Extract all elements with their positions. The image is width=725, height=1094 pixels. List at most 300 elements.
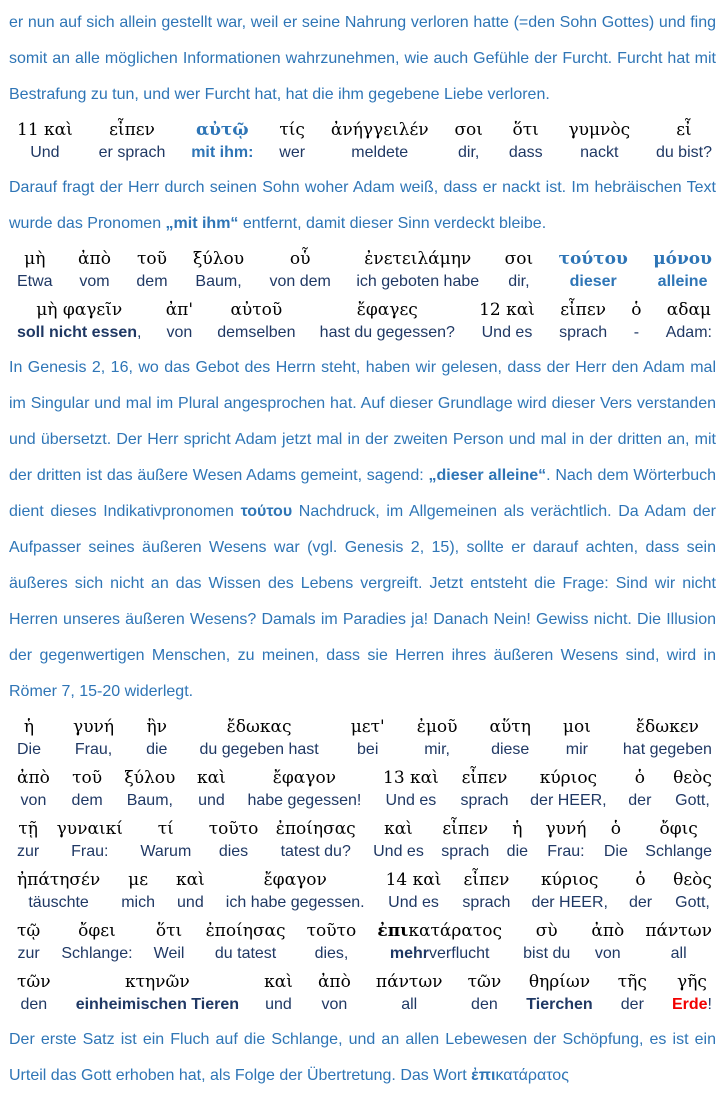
interlinear-cell [645,818,712,862]
gloss-word [356,271,479,292]
interlinear-verses-12b-14-row-1 [9,716,716,760]
gloss-word [124,790,175,811]
greek-word [356,248,479,271]
gloss-text-run: Frau: [547,843,585,860]
interlinear-verses-12b-14-row-5 [9,920,716,964]
gloss-text-run: dies, [314,945,349,962]
gloss-text-run: Etwa [17,273,53,290]
gloss-word [559,322,607,343]
interlinear-cell [140,818,191,862]
greek-text-run: 11 καὶ [17,120,73,140]
interlinear-cell [146,716,167,760]
greek-word [628,767,651,790]
interlinear-cell [509,119,543,163]
gloss-word [509,142,543,163]
interlinear-cell [377,920,502,964]
gloss-text-run: Und es [481,324,533,341]
interlinear-cell [61,920,132,964]
gloss-word [373,841,424,862]
greek-word [99,119,166,142]
interlinear-cell [17,299,142,343]
interlinear-cell [666,299,712,343]
gloss-word [72,790,103,811]
greek-text-run: ἐμοῦ [416,717,458,737]
gloss-text-run: meldete [351,144,409,161]
gloss-text-run: bist du [523,945,571,962]
greek-text-run: ξύλου [124,768,176,788]
gloss-word [531,892,607,913]
gloss-text-run: mir [565,741,588,758]
greek-word [489,716,530,739]
gloss-word [417,739,458,760]
gloss-word [318,994,351,1015]
greek-word [604,818,628,841]
gloss-text-run: alleine [657,273,708,290]
gloss-text-run: Schlange: [61,945,133,962]
gloss-word [523,943,570,964]
gloss-word [628,790,651,811]
greek-text-run: ὄφις [659,819,698,839]
greek-word [591,920,624,943]
gloss-text-run: Frau: [71,843,109,860]
gloss-text-run: du tatest [214,945,277,962]
greek-text-run: τοῦ [136,249,167,269]
greek-text-run: εἶπεν [463,870,510,890]
greek-word [226,869,365,892]
greek-text-run: οὗ [289,249,311,269]
gloss-text-run: bei [357,741,379,758]
interlinear-cell [526,971,592,1015]
greek-word [17,971,51,994]
commentary-paragraph-4 [9,1022,716,1094]
interlinear-cell [154,920,185,964]
gloss-word [247,790,361,811]
interlinear-cell [523,920,570,964]
greek-text-run: πάντων [645,921,712,941]
interlinear-cell [653,248,712,292]
interlinear-cell [17,920,40,964]
commentary-text-run: ἐπι [471,1067,496,1084]
gloss-text-run: von dem [269,273,331,290]
gloss-word [656,142,712,163]
greek-word [78,248,111,271]
gloss-text-run: sprach [460,792,509,809]
gloss-text-run: dieser [569,273,617,290]
greek-word [76,971,239,994]
gloss-word [121,892,155,913]
greek-text-run: αδαμ [666,300,711,320]
greek-word [454,119,483,142]
greek-text-run: με [128,870,149,890]
gloss-word [526,994,592,1015]
greek-text-run: ὅτι [155,921,183,941]
gloss-word [441,841,489,862]
interlinear-verses-12b-14-row-4 [9,869,716,913]
gloss-text-run: du bist? [655,144,712,161]
interlinear-cell [17,248,53,292]
greek-word [673,767,712,790]
greek-text-run: μὴ φαγεῖν [36,300,123,320]
greek-text-run: θεὸς [673,870,712,890]
greek-word [623,716,712,739]
greek-text-run: αὐτῷ [196,120,249,140]
greek-word [331,119,429,142]
interlinear-cell [545,818,586,862]
gloss-text-run: sprach [441,843,490,860]
greek-word [73,716,114,739]
greek-text-run: τούτου [558,249,628,269]
greek-word [197,767,226,790]
gloss-text-run: der HEER, [531,894,608,911]
greek-text-run: εἶπεν [461,768,508,788]
greek-word [146,716,167,739]
gloss-text-run: von [166,324,193,341]
commentary-paragraph-3 [9,350,716,710]
greek-text-run: σὺ [535,921,558,941]
gloss-text-run: dir, [458,144,480,161]
gloss-word [17,271,53,292]
greek-word [479,299,535,322]
greek-text-run: τῇ [18,819,38,839]
interlinear-cell [530,767,606,811]
commentary-paragraph-2 [9,170,716,242]
interlinear-cell [318,971,351,1015]
gloss-word [270,271,331,292]
greek-word [276,818,356,841]
greek-text-run: ὅτι [512,120,539,140]
gloss-word [672,994,712,1015]
interlinear-cell [331,119,429,163]
greek-word [460,767,508,790]
gloss-text-run: diese [491,741,530,758]
greek-text-run: τῆς [617,972,647,992]
gloss-word [61,943,132,964]
interlinear-cell [673,767,712,811]
gloss-text-run: dem [136,273,168,290]
greek-text-run: καὶ [176,870,205,890]
greek-word [217,299,295,322]
gloss-text-run: von [20,792,47,809]
interlinear-verses-12b-14-row-3 [9,818,716,862]
gloss-text-run: all [670,945,687,962]
greek-text-run: κύριος [541,870,599,890]
gloss-word [57,841,123,862]
interlinear-cell [197,767,226,811]
greek-text-run: εἶ [676,120,692,140]
gloss-text-run: von [321,996,348,1013]
greek-text-run: ἠπάτησέν [17,870,101,890]
greek-text-run: ἔδωκεν [635,717,699,737]
gloss-text-run: von [594,945,621,962]
greek-word [526,971,592,994]
gloss-word [673,790,712,811]
greek-text-run: ἡ [512,819,523,839]
greek-text-run: ὁ [635,870,646,890]
interlinear-cell [17,119,73,163]
greek-word [629,869,652,892]
greek-word [351,716,385,739]
gloss-word [460,790,508,811]
gloss-word [653,271,712,292]
gloss-text-run: einheimischen Tieren [75,996,240,1013]
gloss-text-run: zur [17,945,40,962]
greek-word [531,869,607,892]
greek-word [320,299,455,322]
greek-word [17,248,53,271]
gloss-text-run: Gott, [675,894,710,911]
greek-text-run: 12 καὶ [479,300,535,320]
interlinear-verses-12b-14-row-6 [9,971,716,1015]
greek-word [17,869,100,892]
gloss-word [631,322,641,343]
gloss-word [376,994,443,1015]
greek-text-run: ὁ [634,768,645,788]
greek-word [191,119,253,142]
greek-word [468,971,502,994]
gloss-text-run: dies [218,843,249,860]
gloss-text-run: der HEER, [530,792,607,809]
gloss-text-run: dem [71,792,103,809]
gloss-text-run: den [471,996,498,1013]
interlinear-cell [656,119,712,163]
greek-text-run: μόνου [653,249,712,269]
interlinear-cell [72,767,103,811]
greek-word [530,767,606,790]
interlinear-cell [531,869,607,913]
greek-word [124,767,175,790]
interlinear-cell [209,818,259,862]
gloss-word [386,892,442,913]
interlinear-cell [73,716,114,760]
interlinear-cell [673,869,712,913]
interlinear-cell [559,248,628,292]
greek-text-run: μὴ [24,249,46,269]
gloss-word [383,790,439,811]
gloss-word [209,841,259,862]
greek-word [672,971,712,994]
gloss-text-run: und [177,894,204,911]
greek-word [618,971,647,994]
commentary-text-run: „dieser alleine“ [428,467,547,484]
greek-text-run: ἐπι [377,921,409,941]
greek-text-run: τοῦτο [208,819,259,839]
greek-word [17,119,73,142]
commentary-text-run: τούτου [240,503,293,520]
gloss-text-run: sprach [462,894,511,911]
gloss-word [17,841,39,862]
greek-word [417,716,458,739]
gloss-word [146,739,167,760]
interlinear-cell [623,716,712,760]
commentary-text-run: . Nach dem Wörterbuch dient dieses Indikativpronomen [9,467,717,520]
greek-word [121,869,155,892]
commentary-text-run: Nachdruck, im Allgemeinen als verächtlich. Da Adam der Aufpasser seines äußeren Wesens war (vgl. Genesis 2, 15), sollte er darauf achten, dass sein äußeres sich nicht an das Wissen des Lebens vergreift. Jetzt entsteht die Frage: Sind wir nicht Herren unseres äußeren Wesens? Damals im Paradies ja! Danach Nein! Gewiss nicht. Die Illusion der gegenwertigen Menschen, zu meinen, dass sie Herren ihres äußeren Wesens sind, wird in Römer 7, 15-20 widerlegt. [9,503,717,700]
interlinear-cell [454,119,483,163]
greek-word [166,299,193,322]
interlinear-cell [441,818,489,862]
gloss-text-run: Und es [385,792,437,809]
interlinear-cell [264,971,293,1015]
greek-text-run: τίς [279,120,305,140]
interlinear-verses-11b-12-row-1 [9,248,716,292]
greek-text-run: ἐνετειλάμην [364,249,472,269]
gloss-word [166,322,193,343]
greek-word [209,818,259,841]
gloss-text-run: die [146,741,168,758]
interlinear-cell [507,818,528,862]
interlinear-cell [193,248,244,292]
gloss-word [17,892,100,913]
interlinear-cell [76,971,239,1015]
gloss-text-run: der [620,996,644,1013]
greek-word [523,920,570,943]
greek-word [376,971,443,994]
gloss-text-run: Baum, [195,273,242,290]
gloss-text-run: - [633,324,640,341]
interlinear-cell [226,869,365,913]
greek-text-run: καὶ [264,972,293,992]
greek-word [383,767,439,790]
interlinear-cell [417,716,458,760]
greek-word [270,248,331,271]
greek-text-run: ἀνήγγειλέν [330,120,429,140]
greek-text-run: τοῦτο [306,921,357,941]
greek-word [559,248,628,271]
greek-word [373,818,424,841]
interlinear-cell [568,119,630,163]
greek-word [193,248,244,271]
gloss-text-run: Frau, [74,741,113,758]
greek-text-run: ἐποίησας [275,819,356,839]
interlinear-cell [57,818,123,862]
gloss-word [507,841,528,862]
gloss-word [279,142,305,163]
gloss-text-run: ich habe gegessen. [225,894,365,911]
gloss-word [136,271,167,292]
interlinear-cell [199,716,318,760]
commentary-text-run: Darauf fragt der Herr durch seinen Sohn woher Adam weiß, dass er nackt ist. Im hebräischen Text wurde das Pronomen [9,179,716,232]
gloss-text-run: mir, [424,741,450,758]
gloss-text-run: hat gegeben [622,741,712,758]
greek-word [666,299,712,322]
interlinear-cell [672,971,712,1015]
greek-text-run: ἐποίησας [205,921,286,941]
greek-text-run: γυμνὸς [568,120,631,140]
interlinear-cell [166,299,193,343]
greek-text-run: ἀπὸ [591,921,625,941]
gloss-word [73,739,114,760]
commentary-text-run: κατάρατος [495,1067,569,1084]
gloss-text-run: der [628,894,653,911]
interlinear-cell [17,869,100,913]
greek-word [17,299,142,322]
gloss-text-run: dir, [508,273,530,290]
interlinear-cell [468,971,502,1015]
greek-word [176,869,205,892]
gloss-word [629,892,652,913]
greek-text-run: ἔφαγον [272,768,337,788]
greek-word [645,818,712,841]
interlinear-verses-11b-12 [9,248,716,343]
gloss-word [479,322,535,343]
interlinear-cell [628,767,651,811]
gloss-word [591,943,624,964]
greek-word [17,767,50,790]
interlinear-cell [376,971,443,1015]
greek-text-run: τοῦ [72,768,103,788]
greek-text-run: ἔφαγον [263,870,327,890]
greek-word [61,920,132,943]
greek-text-run: εἶπεν [442,819,489,839]
gloss-text-run: den [20,996,48,1013]
interlinear-cell [645,920,712,964]
gloss-word [197,790,226,811]
gloss-text-run: Und es [388,894,439,911]
interlinear-verse-11-row-1 [9,119,716,163]
greek-word [264,971,293,994]
gloss-text-run: , [137,324,142,341]
interlinear-cell [176,869,205,913]
gloss-text-run: Und es [373,843,424,860]
gloss-text-run: mich [121,894,155,911]
interlinear-cell [356,248,479,292]
gloss-word [673,892,712,913]
gloss-text-run: dass [508,144,543,161]
interlinear-cell [460,767,508,811]
greek-word [279,119,305,142]
greek-text-run: 14 καὶ [385,870,442,890]
gloss-text-run: Warum [140,843,192,860]
commentary-paragraph-1 [9,5,716,113]
greek-text-run: ἀπὸ [78,249,111,269]
greek-word [72,767,103,790]
gloss-word [462,892,510,913]
greek-text-run: εἶπεν [109,120,155,140]
gloss-word [331,142,429,163]
commentary-text-run: „mit ihm“ [165,215,239,232]
greek-word [653,248,712,271]
interlinear-cell [124,767,175,811]
gloss-text-run: Weil [153,945,185,962]
gloss-word [140,841,191,862]
gloss-word [99,142,166,163]
gloss-text-run: vom [79,273,110,290]
greek-text-run: ἀπ' [165,300,194,320]
interlinear-cell [505,248,534,292]
gloss-text-run: er sprach [98,144,166,161]
interlinear-cell [604,818,628,862]
interlinear-cell [99,119,166,163]
gloss-word [264,994,293,1015]
gloss-word [604,841,628,862]
gloss-word [193,271,244,292]
greek-word [17,920,40,943]
gloss-word [76,994,239,1015]
greek-word [559,299,607,322]
gloss-word [17,994,51,1015]
gloss-word [666,322,712,343]
gloss-text-run: habe gegessen! [247,792,362,809]
greek-text-run: γῆς [677,972,707,992]
greek-word [199,716,318,739]
greek-word [17,818,39,841]
greek-word [140,818,191,841]
interlinear-cell [629,869,652,913]
gloss-word [176,892,205,913]
gloss-text-run: mit ihm: [191,144,254,161]
interlinear-cell [591,920,624,964]
commentary-text-run: er nun auf sich allein gestellt war, weil er seine Nahrung verloren hatte (=den Sohn Gottes) und fing somit an alle möglichen Informationen wahrzunehmen, wie auch Gefühle der Furcht. Furcht hat mit Bestrafung zu tun, und wer Furcht hat, hat die ihm gegebene Liebe verloren. [9,14,716,103]
